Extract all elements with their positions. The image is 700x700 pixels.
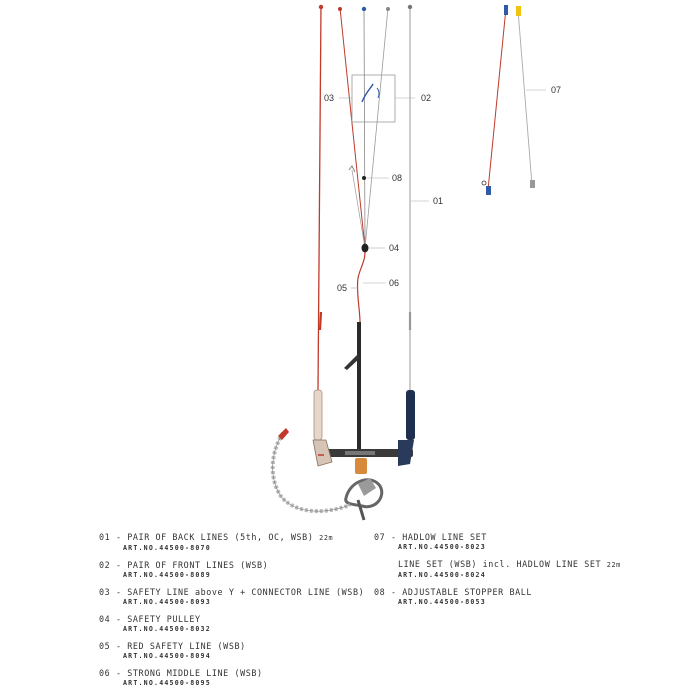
bar-center-grip	[345, 451, 375, 455]
safety-leash	[273, 433, 350, 511]
legend-item-07-lineset: LINE SET (WSB) incl. HADLOW LINE SET 22m ART.NO.44500-8024	[398, 559, 621, 579]
legend-item-07: 07 - HADLOW LINE SET ART.NO.44500-8023	[374, 532, 487, 551]
callout-06: 06	[389, 278, 400, 288]
safety-pulley	[362, 244, 369, 253]
line-end-blue	[362, 7, 366, 11]
chicken-loop-swivel	[355, 458, 367, 474]
depower-line	[357, 322, 361, 452]
legend-item-05: 05 - RED SAFETY LINE (WSB) ART.NO.44500-8094	[99, 641, 246, 660]
safety-hook-detail	[377, 88, 379, 98]
legend-item-01: 01 - PAIR OF BACK LINES (5th, OC, WSB) 22m ART.NO.44500-8070	[99, 532, 334, 552]
safety-hook	[362, 84, 373, 102]
hadlow-line-red	[488, 8, 506, 190]
hadlow-end-grey	[530, 180, 535, 188]
line-end-red	[338, 7, 342, 11]
left-bar-end	[313, 440, 332, 466]
legend-right	[374, 532, 621, 614]
front-line-right	[365, 8, 388, 248]
line-end-grey	[408, 5, 412, 9]
safety-line-blue	[364, 8, 365, 248]
callout-01: 01	[433, 196, 444, 206]
legend-item-06: 06 - STRONG MIDDLE LINE (WSB) ART.NO.44500-8095	[99, 668, 263, 687]
adjustable-stopper-ball	[362, 176, 366, 180]
callout-04: 04	[389, 243, 400, 253]
hadlow-end-blue	[486, 186, 491, 195]
legend-left	[99, 532, 369, 695]
detail-box	[352, 75, 395, 122]
right-leader-float	[406, 390, 415, 440]
hadlow-tip-blue	[504, 5, 508, 15]
legend-item-04: 04 - SAFETY PULLEY ART.NO.44500-8032	[99, 614, 211, 633]
line-end-red	[319, 5, 323, 9]
red-safety-line	[357, 252, 365, 322]
hadlow-line-grey	[518, 10, 532, 185]
line-end-grey	[386, 7, 390, 11]
chicken-finger	[358, 500, 364, 520]
legend-item-02: 02 - PAIR OF FRONT LINES (WSB) ART.NO.44500-8089	[99, 560, 269, 579]
left-leader-float	[314, 390, 322, 440]
callout-05: 05	[337, 283, 348, 293]
callout-07: 07	[551, 85, 562, 95]
legend-item-08: 08 - ADJUSTABLE STOPPER BALL ART.NO.44500-8053	[374, 587, 533, 606]
hadlow-end-ring	[482, 181, 486, 185]
legend-item-03: 03 - SAFETY LINE above Y + CONNECTOR LINE (WSB) ART.NO.44500-8093	[99, 587, 365, 606]
back-line-left	[318, 5, 321, 390]
callout-02: 02	[421, 93, 432, 103]
callout-08: 08	[392, 173, 403, 183]
front-line-left	[340, 8, 365, 248]
right-bar-end	[398, 440, 414, 466]
hadlow-tip-yellow	[516, 6, 521, 16]
callout-03: 03	[324, 93, 335, 103]
